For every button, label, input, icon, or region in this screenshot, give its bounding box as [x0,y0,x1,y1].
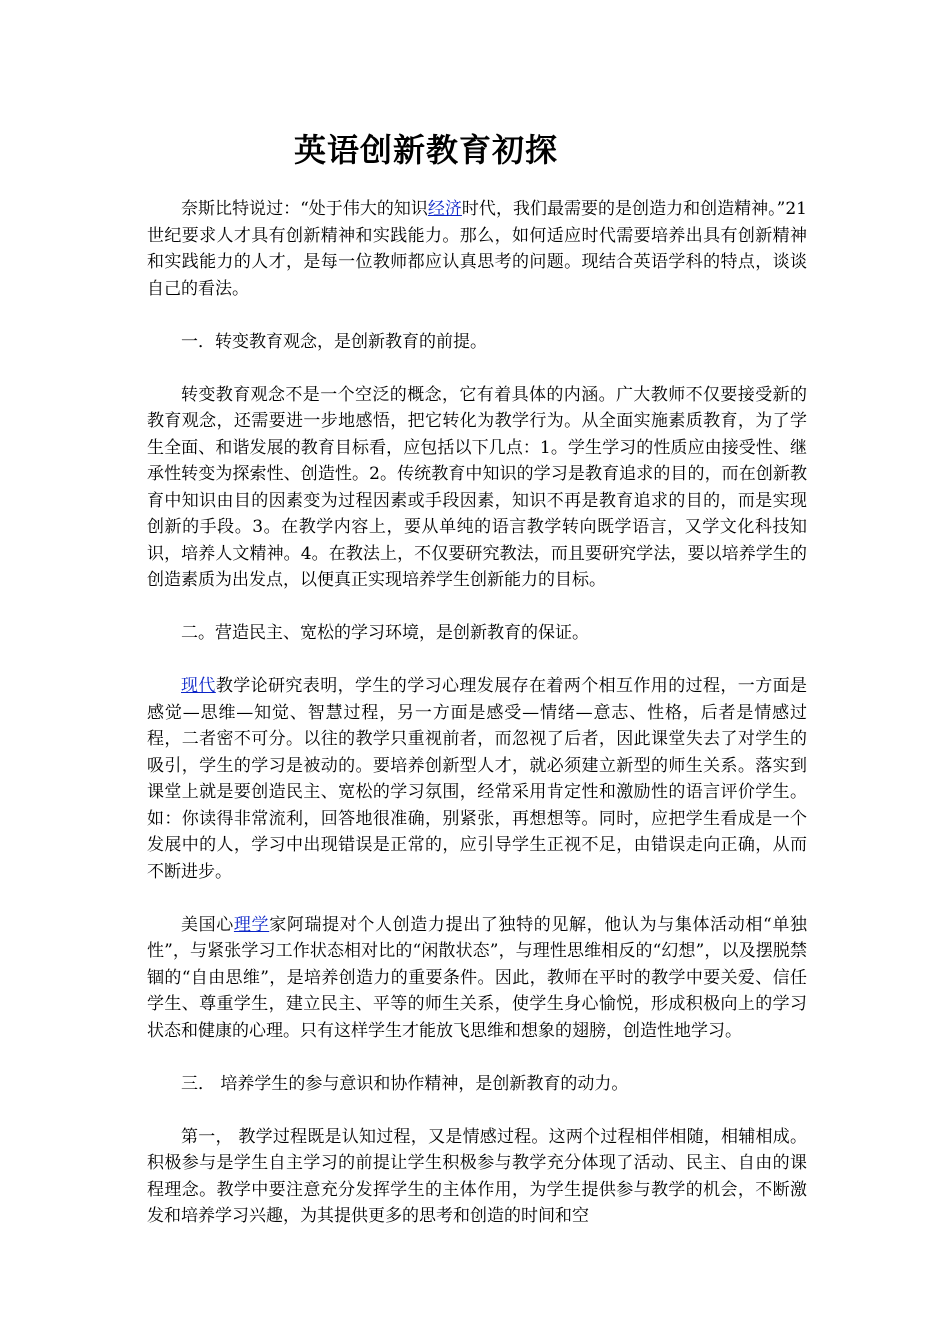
creativity-text-before: 美国心 [181,914,234,935]
paragraph-creativity [147,912,807,1045]
paragraph-participation: 第一， 教学过程既是认知过程，又是情感过程。这两个过程相伴相随，相辅相成。积极参与是学生自主学习的前提让学生积极参与教学充分体现了活动、民主、自由的课程理念。教学中要注意充分发挥学生的主体作用，为学生提供参与教学的机会，不断激发和培养学习兴趣，为其提供更多的思考和创造的时间和空 [147,1126,807,1226]
environment-text: 教学论研究表明，学生的学习心理发展存在着两个相互作用的过程，一方面是感觉—思维—知觉、智慧过程，另一方面是感受—情绪—意志、性格，后者是情感过程，二者密不可分。以往的教学只重视前者，而忽视了后者，因此课堂失去了对学生的吸引，学生的学习是被动的。要培养创新型人才，就必须建立新型的师生关系。落实到课堂上就是要创造民主、宽松的学习氛围，经常采用肯定性和激励性的语言评价学生。如：你读得非常流利，回答地很准确，别紧张，再想想等。同时，应把学生看成是一个发展中的人，学习中出现错误是正常的，应引导学生正视不足，由错误走向正确，从而不断进步。 [147,676,808,882]
section-heading-2: 二。营造民主、宽松的学习环境，是创新教育的保证。 [181,623,589,643]
paragraph-education-concept: 转变教育观念不是一个空泛的概念，它有着具体的内涵。广大教师不仅要接受新的教育观念，还需要进一步地感悟，把它转化为教学行为。从全面实施素质教育，为了学生全面、和谐发展的教育目标看，应包括以下几点：1。学生学习的性质应由接受性、继承性转变为探索性、创造性。2。传统教育中知识的学习是教育追求的目的，而在创新教育中知识由目的因素变为过程因素或手段因素，知识不再是教育追求的目的，而是实现创新的手段。3。在教学内容上，要从单纯的语言教学转向既学语言，又学文化科技知识，培养人文精神。4。在教法上，不仅要研究教法，而且要研究学法，要以培养学生的创造素质为出发点，以便真正实现培养学生创新能力的目标。 [147,384,807,590]
link-psychology[interactable]: 理学 [233,914,270,935]
link-economy[interactable]: 经济 [427,199,462,219]
section-heading-1: 一．转变教育观念，是创新教育的前提。 [181,331,487,352]
intro-text-after: 时代，我们最需要的是创造力和创造精神。”21世纪要求人才具有创新精神和实践能力。那么，如何适应时代需要培养出具有创新精神和实践能力的人才，是每一位教师都应认真思考的问题。现结合英语学科的特点，谈谈自己的看法。 [147,199,807,299]
section-heading-3: 三． 培养学生的参与意识和协作精神，是创新教育的动力。 [181,1073,629,1094]
paragraph-intro [147,196,807,302]
intro-text-before: 奈斯比特说过：“处于伟大的知识 [181,199,428,219]
paragraph-learning-environment [147,673,807,885]
creativity-text-after: 家阿瑞提对个人创造力提出了独特的见解，他认为与集体活动相“单独性”，与紧张学习工作状态相对比的“闲散状态”，与理性思维相反的“幻想”，以及摆脱禁锢的“自由思维”，是培养创造力的重要条件。因此，教师在平时的教学中要关爱、信任学生、尊重学生，建立民主、平等的师生关系，使学生身心愉悦，形成积极向上的学习状态和健康的心理。只有这样学生才能放飞思维和想象的翅膀，创造性地学习。 [147,914,808,1041]
document-title: 英语创新教育初探 [293,131,558,169]
document-body [147,196,807,1230]
link-modern[interactable]: 现代 [181,676,216,696]
